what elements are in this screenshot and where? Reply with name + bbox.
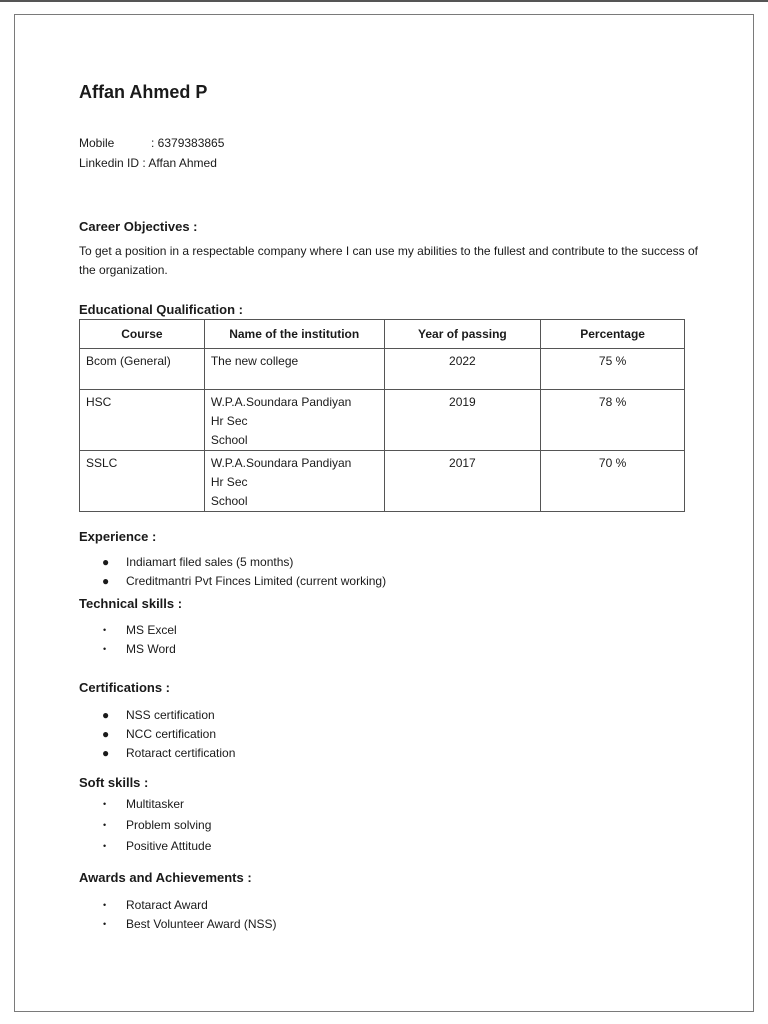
year-cell: 2019 xyxy=(384,390,541,451)
list-item-text: Multitasker xyxy=(126,797,185,811)
education-heading: Educational Qualification : xyxy=(79,302,243,317)
mobile-line xyxy=(79,136,224,150)
list-item-text: Best Volunteer Award (NSS) xyxy=(126,917,277,931)
course-cell: SSLC xyxy=(80,451,205,512)
bullet-icon: ● xyxy=(102,574,110,588)
list-item-text: MS Word xyxy=(126,642,176,656)
institution-line: Hr Sec xyxy=(210,414,248,428)
institution-line: School xyxy=(210,494,248,508)
bullet-icon: • xyxy=(103,841,107,851)
list-item-text: Creditmantri Pvt Finces Limited (current working) xyxy=(126,574,387,588)
list-item xyxy=(100,553,386,572)
institution-line: W.P.A.Soundara Pandiyan xyxy=(210,456,352,470)
list-item xyxy=(100,815,211,836)
list-item-text: Rotaract Award xyxy=(126,898,208,912)
technical-heading: Technical skills : xyxy=(79,596,183,611)
institution-line: The new college xyxy=(210,354,299,368)
percentage-cell: 70 % xyxy=(541,451,685,512)
list-item xyxy=(100,836,211,857)
education-table xyxy=(79,319,685,512)
list-item-text: NCC certification xyxy=(126,727,217,741)
soft-skills-heading: Soft skills : xyxy=(79,775,149,790)
list-item xyxy=(100,572,386,591)
list-item-text: Positive Attitude xyxy=(126,839,212,853)
list-item-text: Rotaract certification xyxy=(126,746,236,760)
bullet-icon: • xyxy=(103,820,107,830)
year-cell: 2017 xyxy=(384,451,541,512)
bullet-icon: ● xyxy=(102,746,110,760)
course-cell: HSC xyxy=(80,390,205,451)
list-item-text: Problem solving xyxy=(126,818,212,832)
institution-line: Hr Sec xyxy=(210,475,248,489)
year-cell: 2022 xyxy=(384,349,541,390)
list-item-text: MS Excel xyxy=(126,623,177,637)
list-item xyxy=(100,640,177,659)
percentage-cell: 78 % xyxy=(541,390,685,451)
table-row xyxy=(80,451,685,512)
table-row xyxy=(80,349,685,390)
bullet-icon: • xyxy=(103,919,107,929)
linkedin-line xyxy=(79,156,217,170)
bullet-icon: ● xyxy=(102,727,110,741)
candidate-name: Affan Ahmed P xyxy=(79,82,208,102)
page-top-edge xyxy=(0,0,768,2)
certifications-list xyxy=(100,706,235,763)
table-header-row xyxy=(80,320,685,349)
bullet-icon: • xyxy=(103,625,107,635)
awards-list xyxy=(100,896,277,934)
list-item-text: Indiamart filed sales (5 months) xyxy=(126,555,294,569)
course-cell: Bcom (General) xyxy=(80,349,205,390)
linkedin-label: Linkedin ID : xyxy=(79,156,146,170)
institution-cell xyxy=(204,390,384,451)
experience-list xyxy=(100,553,386,591)
list-item xyxy=(100,621,177,640)
list-item-text: NSS certification xyxy=(126,708,215,722)
column-header: Name of the institution xyxy=(204,320,384,349)
list-item xyxy=(100,706,235,725)
soft-skills-list xyxy=(100,794,211,857)
awards-heading: Awards and Achievements : xyxy=(79,870,252,885)
list-item xyxy=(100,744,235,763)
table-row xyxy=(80,390,685,451)
bullet-icon: • xyxy=(103,900,107,910)
career-heading: Career Objectives : xyxy=(79,219,198,234)
percentage-cell: 75 % xyxy=(541,349,685,390)
technical-list xyxy=(100,621,177,659)
certifications-heading: Certifications : xyxy=(79,680,171,695)
institution-cell xyxy=(204,451,384,512)
institution-cell xyxy=(204,349,384,390)
column-header: Year of passing xyxy=(384,320,541,349)
bullet-icon: ● xyxy=(102,708,110,722)
bullet-icon: • xyxy=(103,799,107,809)
column-header: Percentage xyxy=(541,320,685,349)
list-item xyxy=(100,794,211,815)
experience-heading: Experience : xyxy=(79,529,157,544)
bullet-icon: ● xyxy=(102,555,110,569)
list-item xyxy=(100,725,235,744)
mobile-value: : 6379383865 xyxy=(151,136,225,150)
column-header: Course xyxy=(80,320,205,349)
bullet-icon: • xyxy=(103,644,107,654)
linkedin-value: Affan Ahmed xyxy=(148,156,217,170)
list-item xyxy=(100,896,277,915)
list-item xyxy=(100,915,277,934)
institution-line: W.P.A.Soundara Pandiyan xyxy=(210,395,352,409)
mobile-label: Mobile xyxy=(79,136,115,150)
career-text: To get a position in a respectable company where I can use my abilities to the fullest and contribute to the success of the organization. xyxy=(79,244,699,277)
institution-line: School xyxy=(210,433,248,447)
